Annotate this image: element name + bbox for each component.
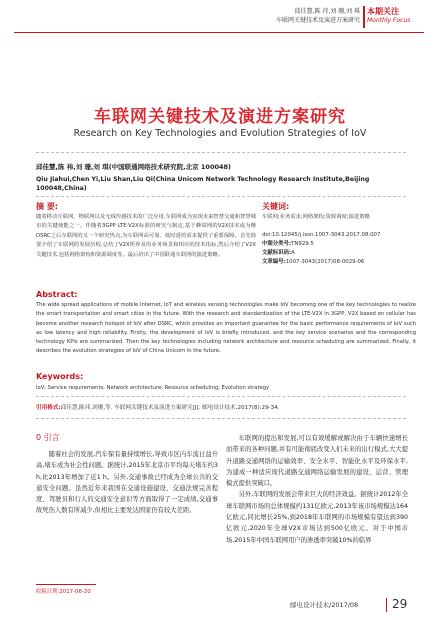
clc-value: TN929.5 [291, 241, 314, 247]
keywords-cn-label: 关键词: [262, 202, 290, 211]
body-paragraph: 车联网的提出和发展,可以有效缓解或解决由于车辆快速增长而带来的各种问题,并有可能彻底改变人们未来的出行模式,大大提升道路交通网络的运输效率、安全水平、智能化水平及环保水平,为建成一种适应现代道路交通网络运输发展的建设、运营、管理模式提供突破口。 [226, 435, 408, 488]
paper-title-cn: 车联网关键技术及演进方案研究 [94, 107, 346, 127]
doi: doi:10.12045/j.issn.1007-3043.2017.08.007 [262, 232, 381, 238]
received-date: 收稿日期:2017-06-20 [36, 589, 91, 595]
citation-text: 邱佳慧,陈祎,刘珊,等. 车联网关键技术及演进方案研究[J]. 邮电设计技术,2017(8):29-34. [60, 405, 280, 411]
separator [36, 418, 406, 419]
abstract-cn-label: 摘 要: [36, 202, 58, 211]
keywords-en-label: Keywords: [36, 372, 84, 381]
header-divider [363, 6, 365, 28]
page-number: 29 [392, 597, 408, 611]
body-paragraph: 随着社会的发展,汽车保有量持续增长,导致市区内车流日益升高,堵车成为社会性问题。据统计,2015年北京市平均每天堵车约3 h,比2013年增加了近1 h。另外,交通事故已经成为全球公共的交通安全问题。虽然近年来我国在交通设施建设、交通法规完善程度、驾驶员和行人的交通安全意识等方面取得了一定成绩,交通事故死伤人数有所减少,但相比主要发达国家仍有较大差距。 [36, 451, 218, 515]
article-number [262, 258, 364, 267]
keywords-en-text: IoV; Service requirements; Network architecture; Resource scheduling; Evolution strategy [36, 385, 270, 391]
separator [36, 196, 406, 197]
body-column-left [36, 449, 218, 517]
doc-code [262, 249, 295, 258]
paper-title-en: Research on Key Technologies and Evolution Strategies of IoV [73, 128, 367, 139]
header-rule [14, 32, 424, 33]
article-value: 1007-3043(2017)08-0029-06 [285, 259, 365, 265]
abstract-en-label: Abstract: [36, 290, 78, 299]
article-label: 文章编号: [262, 259, 286, 265]
abstract-cn-text: 随着移动互联网、物联网以及无线传感技术的广泛应用,车联网成为实现未来智慧交通和智慧城市的关键使能之一。伴随着3GPP LTE-V2X标准的研究与制定,基于蜂窝网的V2X技术成为继DSRC之后车联网的又一个研究热点,为车联网高可靠、低时延的需求提供了重要保障。首先简要介绍了车联网的发展历程,总结了V2X所涉及的业务场景和相应的技术指标,然后介绍了V2X关键技术,包括网络架构和资源调度等。最后给出了中国联通车联网的演进策略。 [36, 214, 256, 258]
header-authors: 邱佳慧,陈 祎,刘 珊,刘 琪 [294, 8, 360, 15]
citation-label: 引用格式: [36, 405, 61, 411]
header-section-cn: 本期关注 [367, 7, 399, 16]
citation [36, 404, 416, 413]
body-column-right [226, 433, 408, 546]
authors-cn: 邱佳慧,陈 祎,刘 珊,刘 琪(中国联通网络技术研究院,北京 100048) [36, 163, 232, 171]
footnote-rule [36, 584, 96, 585]
section-heading-introduction: 0 引言 [36, 433, 60, 442]
clc-label: 中图分类号: [262, 241, 292, 247]
header-subtitle: 车联网关键技术及演进方案研究 [275, 17, 360, 24]
doc-value: A [291, 250, 295, 256]
clc-number [262, 240, 314, 249]
footer-divider [386, 598, 387, 612]
footer-journal: 邮电设计技术/2017/08 [290, 601, 359, 609]
doc-label: 文献标识码: [262, 250, 292, 256]
abstract-en-text: The wide spread applications of mobile Internet, IoT and wireless sensing technologies make IoV becoming one of the key technologies to realize the smart transportation and smart cities in the future. With the research and standardization of the LTE-V2X in 3GPP, V2X based on cellular has become another research hotspot of IoV after DSRC, which provides an important guarantee for the basic performance requirements of IoV such as low latency and high reliability. Firstly, the development of IoV is briefly introduced, and the key service scenarios and the corresponding technology KPIs are summarized. Then the key technologies including network architecture and resource scheduling are summarized. Finally, it describes the evolution strategies of IoV of China Unicom in the future. [36, 302, 416, 355]
header-section-en: Monthly Focus [367, 17, 411, 24]
authors-en: Qiu Jiahui,Chen Yi,Liu Shan,Liu Qi(China Unicom Network Technology Research Institute,Beijing 100048,China) [36, 176, 370, 192]
separator [36, 152, 406, 153]
keywords-cn-text: 车联网;业务需求;网络架构;资源调度;演进策略 [262, 214, 370, 220]
separator [36, 396, 406, 397]
body-paragraph: 另外,车联网的发展会带来巨大的经济效益。据统计2012年全球车联网市场的总体规模约131亿欧元,2013年该市场规模达164亿欧元,同比增长25%,到2018年车联网的市场规模有望达到390亿欧元,2020年全球V2X市场达到500亿欧元。对于中国市场,2015年中国车联网用户的渗透率突破10%的临界 [226, 491, 408, 544]
